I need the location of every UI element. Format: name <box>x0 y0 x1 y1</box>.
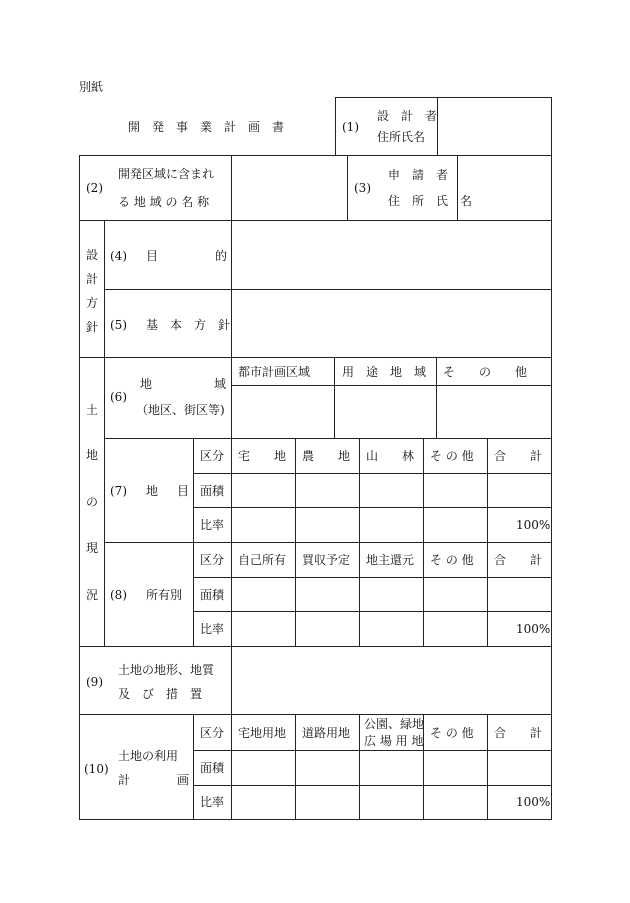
zoning-city-plan-input[interactable] <box>232 386 334 438</box>
basic-policy-input[interactable] <box>232 290 551 357</box>
land-category-number: (7) <box>110 484 127 498</box>
applicant-address-label: 住 所 氏 名 <box>388 194 473 208</box>
land-use-ratio-total: 100% <box>516 795 551 809</box>
land-use-row-area: 面積 <box>200 761 225 775</box>
attachment-label: 別紙 <box>79 80 104 94</box>
land-category-header-total: 合 計 <box>494 449 543 463</box>
basic-policy-label: 基 本 方 針 <box>146 318 231 332</box>
land-category-header-residential: 宅 地 <box>238 449 287 463</box>
area-name-label-2: る 地 域 の 名 称 <box>118 195 210 209</box>
land-use-row-division: 区分 <box>200 726 225 740</box>
land-category-row-division: 区分 <box>200 449 225 463</box>
applicant-label: 申 請 者 <box>388 168 449 182</box>
terrain-number: (9) <box>86 675 103 689</box>
zoning-header-use-district: 用 途 地 域 <box>342 365 427 379</box>
purpose-input[interactable] <box>232 221 551 289</box>
zoning-number: (6) <box>110 390 127 404</box>
zoning-label-a: 地 <box>140 377 153 391</box>
land-use-header-total: 合 計 <box>494 726 543 740</box>
area-name-input[interactable] <box>232 156 347 220</box>
applicant-number: (3) <box>354 181 371 195</box>
designer-address-label: 住所氏名 <box>377 130 426 144</box>
land-use-number: (10) <box>84 762 109 776</box>
land-category-label-b: 目 <box>177 484 190 498</box>
ownership-header-total: 合 計 <box>494 553 543 567</box>
land-use-header-road: 道路用地 <box>302 726 351 740</box>
ownership-header-purchase: 買収予定 <box>302 553 351 567</box>
zoning-other-input[interactable] <box>437 386 551 438</box>
land-category-row-area: 面積 <box>200 484 225 498</box>
ownership-header-own: 自己所有 <box>238 553 287 567</box>
land-use-header-other: そ の 他 <box>430 726 474 740</box>
area-name-number: (2) <box>86 181 103 195</box>
designer-input[interactable] <box>438 98 551 155</box>
land-category-header-forest: 山 林 <box>366 449 415 463</box>
basic-policy-number: (5) <box>110 318 127 332</box>
ownership-row-division: 区分 <box>200 553 225 567</box>
land-category-row-ratio: 比率 <box>200 518 225 532</box>
land-use-header-residential: 宅地用地 <box>238 726 287 740</box>
area-name-label-1: 開発区域に含まれ <box>118 167 215 181</box>
designer-label: 設 計 者 <box>377 109 438 123</box>
ownership-ratio-total: 100% <box>516 622 551 636</box>
ownership-header-landowner-return: 地主還元 <box>366 553 415 567</box>
purpose-label-b: 的 <box>215 249 228 263</box>
land-category-header-farmland: 農 地 <box>302 449 351 463</box>
zoning-header-other: そ の 他 <box>443 365 528 379</box>
terrain-label-1: 土地の地形、地質 <box>118 663 215 677</box>
land-category-label-a: 地 <box>146 484 159 498</box>
terrain-label-2: 及 び 措 置 <box>118 687 203 701</box>
terrain-input[interactable] <box>232 647 551 714</box>
ownership-number: (8) <box>110 588 127 602</box>
land-category-header-other: そ の 他 <box>430 449 474 463</box>
land-category-ratio-total: 100% <box>516 518 551 532</box>
zoning-label-b: 域 <box>214 377 227 391</box>
ownership-row-area: 面積 <box>200 588 225 602</box>
designer-number: (1) <box>342 120 359 134</box>
zoning-label-sub: （地区、街区等) <box>136 403 225 417</box>
land-use-label-2a: 計 <box>118 773 131 787</box>
ownership-header-other: そ の 他 <box>430 553 474 567</box>
purpose-number: (4) <box>110 249 127 263</box>
land-use-row-ratio: 比率 <box>200 795 225 809</box>
page-title: 開 発 事 業 計 画 書 <box>128 120 285 134</box>
land-use-label-2b: 画 <box>177 773 190 787</box>
purpose-label-a: 目 <box>146 249 159 263</box>
land-use-header-plaza: 広 場 用 地 <box>364 734 424 748</box>
applicant-input[interactable] <box>458 156 551 220</box>
ownership-row-ratio: 比率 <box>200 622 225 636</box>
ownership-label: 所有別 <box>146 588 183 602</box>
land-use-header-park: 公園、緑地 <box>364 717 425 731</box>
zoning-use-district-input[interactable] <box>335 386 436 438</box>
land-use-label-1: 土地の利用 <box>118 749 179 763</box>
zoning-header-city-plan: 都市計画区域 <box>238 365 311 379</box>
